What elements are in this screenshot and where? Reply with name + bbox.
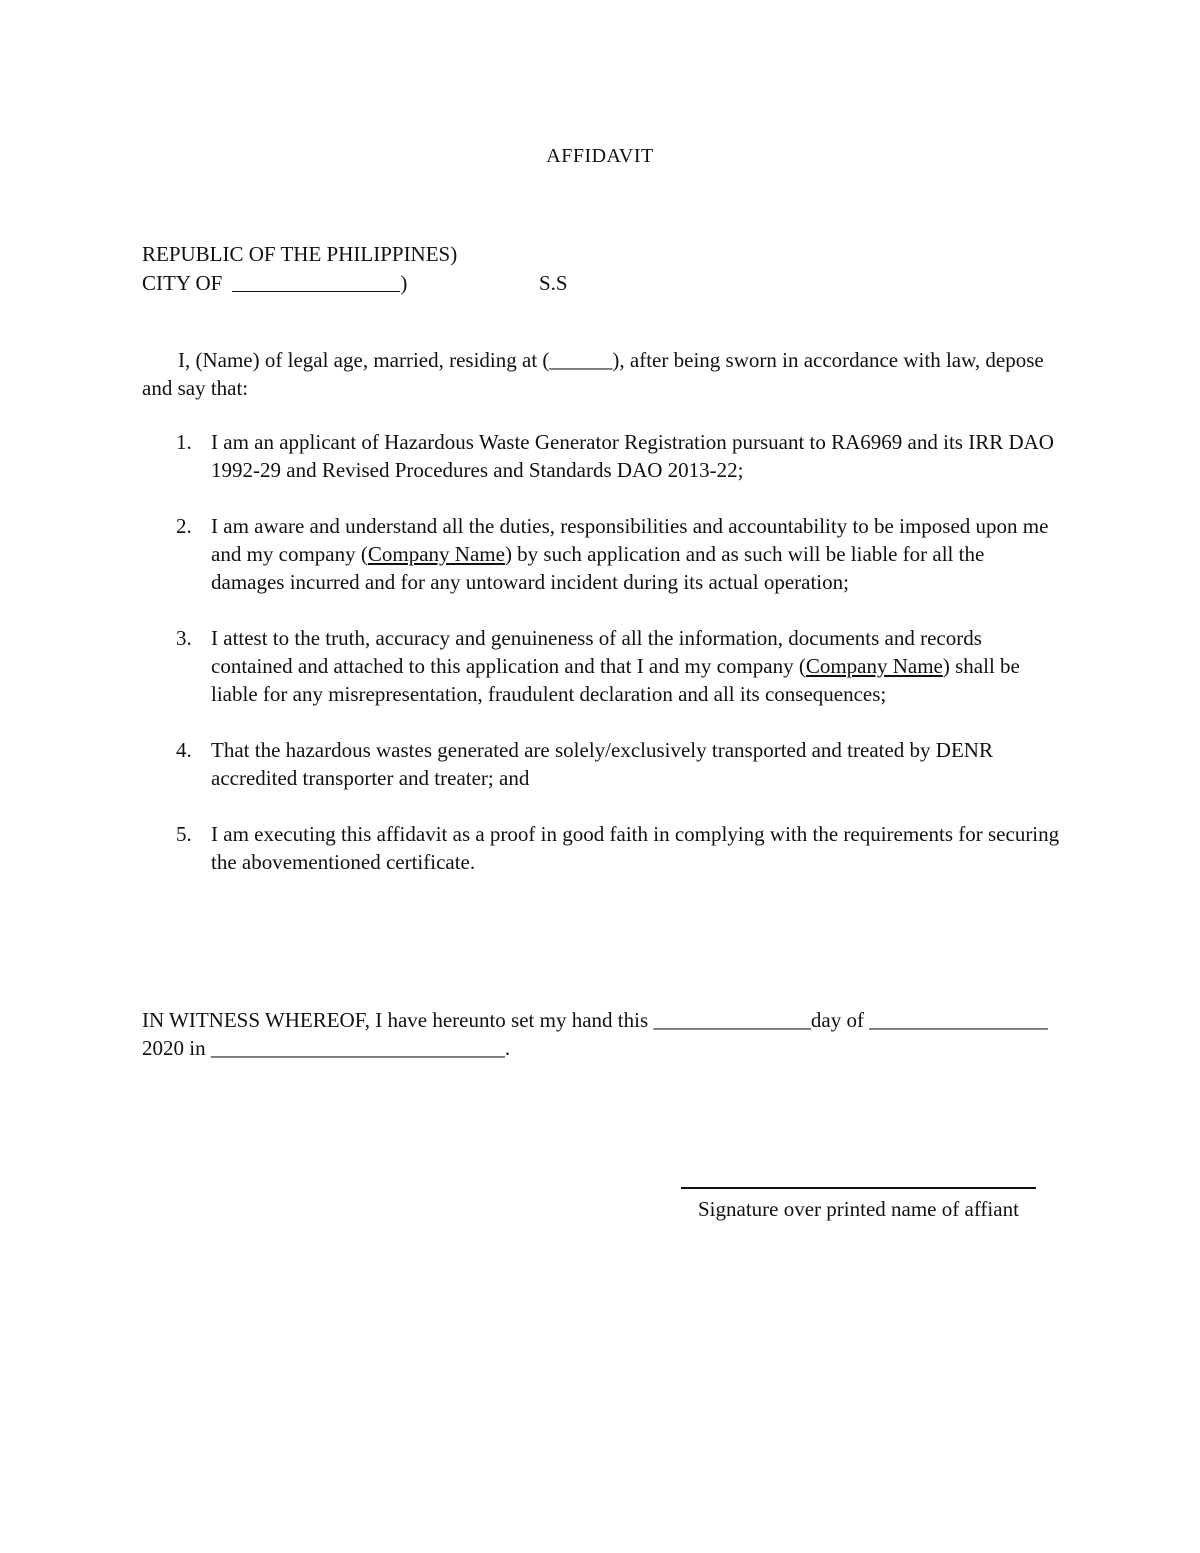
signature-line bbox=[681, 1187, 1036, 1189]
item-text-before: I attest to the truth, accuracy and genuineness of all the information, documents and records contained and attached to this application and that I and my company ( bbox=[211, 626, 982, 678]
list-item bbox=[142, 512, 1062, 596]
item-text-after: ) shall be liable for any misrepresentation, fraudulent declaration and all its consequences; bbox=[211, 654, 1020, 706]
item-number: 5. bbox=[176, 822, 192, 846]
company-name-placeholder: Company Name bbox=[805, 654, 943, 678]
witness-clause: IN WITNESS WHEREOF, I have hereunto set my hand this _______________day of _________________ 2020 in ____________________________. bbox=[142, 1008, 1048, 1060]
list-item bbox=[142, 736, 1062, 792]
item-number: 4. bbox=[176, 738, 192, 762]
venue-city bbox=[142, 269, 842, 298]
venue-republic: REPUBLIC OF THE PHILIPPINES) bbox=[142, 242, 458, 266]
list-item bbox=[142, 428, 1062, 484]
item-text: That the hazardous wastes generated are solely/exclusively transported and treated by DENR accredited transporter and treater; and bbox=[211, 738, 993, 790]
signature-label: Signature over printed name of affiant bbox=[698, 1197, 1019, 1221]
city-label: CITY OF bbox=[142, 271, 223, 295]
statement-list bbox=[142, 428, 1062, 904]
document-title: AFFIDAVIT bbox=[546, 145, 654, 167]
item-text: I am an applicant of Hazardous Waste Generator Registration pursuant to RA6969 and its IRR DAO 1992-29 and Revised Procedures and Standards DAO 2013-22; bbox=[211, 430, 1054, 482]
ss-label: S.S bbox=[539, 271, 568, 295]
list-item bbox=[142, 820, 1062, 876]
item-text: I am executing this affidavit as a proof in good faith in complying with the requirements for securing the abovementioned certificate. bbox=[211, 822, 1060, 874]
item-number: 3. bbox=[176, 626, 192, 650]
item-text-after: ) by such application and as such will be liable for all the damages incurred and for any untoward incident during its actual operation; bbox=[211, 542, 985, 594]
intro-paragraph: I, (Name) of legal age, married, residing at (______), after being sworn in accordance with law, depose and say that: bbox=[142, 348, 1044, 400]
city-close-paren: ) bbox=[400, 271, 408, 295]
item-text-before: I am aware and understand all the duties, responsibilities and accountability to be imposed upon me and my company ( bbox=[211, 514, 1049, 566]
venue-block bbox=[142, 240, 842, 298]
company-name-placeholder: Company Name bbox=[367, 542, 505, 566]
city-blank-line bbox=[232, 271, 400, 292]
list-item bbox=[142, 624, 1062, 708]
item-number: 1. bbox=[176, 430, 192, 454]
item-number: 2. bbox=[176, 514, 192, 538]
